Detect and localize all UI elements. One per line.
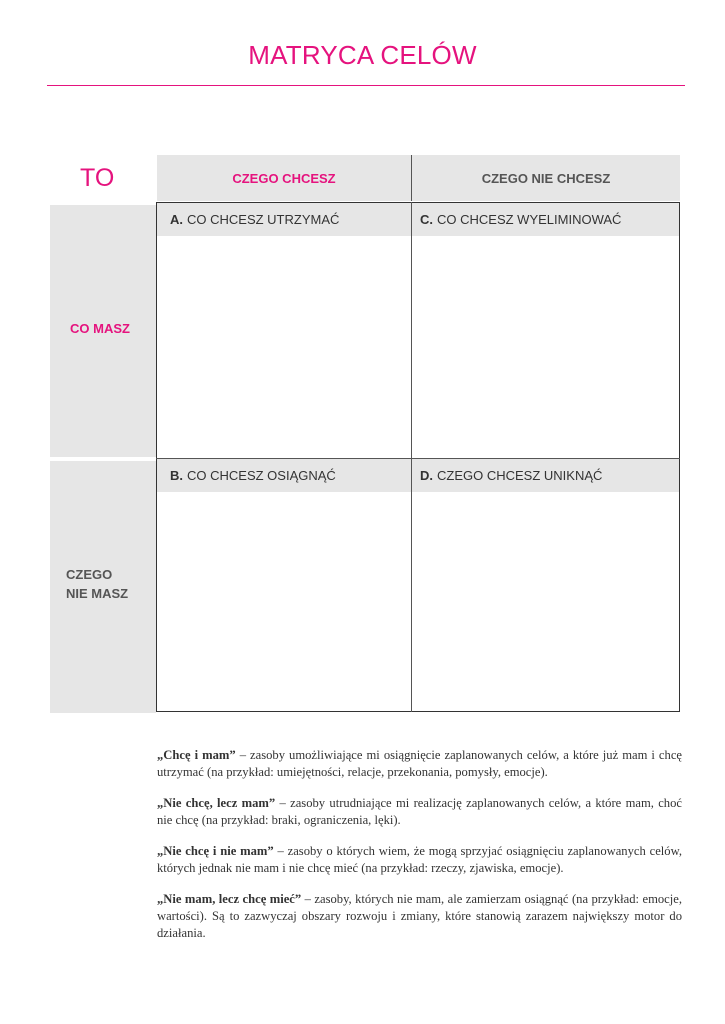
note-text: – zasoby utrudniające mi realizację zaplanowanych celów, a które mam, choć nie chcę (na przykład: braki, ograniczenia, lęki).: [157, 796, 682, 827]
cell-b-text: CO CHCESZ OSIĄGNĄĆ: [187, 468, 336, 483]
note-text: – zasoby, których nie mam, ale zamierzam osiągnąć (na przykład: emocje, wartości). Są to zazwyczaj obszary rozwoju i zmiany, które stanowią zarazem największy motor do działania.: [157, 892, 682, 940]
cell-a-header: [157, 203, 411, 236]
cell-c-text: CO CHCESZ WYELIMINOWAĆ: [437, 212, 622, 227]
note-text: – zasoby o których wiem, że mogą sprzyjać osiągnięciu zaplanowanych celów, których jednak nie mam i nie chcę mieć (na przykład: rzeczy, zjawiska, emocje).: [157, 844, 682, 875]
row-header-dont-have-line1: CZEGO: [66, 567, 113, 582]
explanation-notes: [157, 747, 682, 956]
matrix-vertical-divider: [411, 202, 412, 712]
note-text: – zasoby umożliwiające mi osiągnięcie zaplanowanych celów, a które już mam i chcę utrzymać (na przykład: umiejętności, relacje, przekonania, pomysły, emocje).: [157, 748, 682, 779]
note-term: „Nie mam, lecz chcę mieć”: [157, 892, 302, 906]
cell-d-letter: D.: [420, 468, 433, 483]
note-term: „Nie chcę, lecz mam”: [157, 796, 276, 810]
row-header-have: CO MASZ: [70, 321, 130, 336]
cell-a-letter: A.: [170, 212, 183, 227]
row-header-dont-have: [66, 565, 128, 603]
page-title: MATRYCA CELÓW: [248, 40, 477, 70]
note-paragraph: [157, 747, 682, 781]
note-paragraph: [157, 843, 682, 877]
cell-a-text: CO CHCESZ UTRZYMAĆ: [187, 212, 340, 227]
cell-d-header: [412, 459, 679, 492]
cell-b-header: [157, 459, 411, 492]
note-term: „Chcę i mam”: [157, 748, 236, 762]
cell-c-letter: C.: [420, 212, 433, 227]
column-header-dont-want: CZEGO NIE CHCESZ: [481, 170, 611, 186]
note-term: „Nie chcę i nie mam”: [157, 844, 274, 858]
row-header-dont-have-line2: NIE MASZ: [66, 586, 129, 601]
cell-b-letter: B.: [170, 468, 183, 483]
corner-label: TO: [80, 164, 115, 192]
note-paragraph: [157, 891, 682, 942]
cell-d-text: CZEGO CHCESZ UNIKNĄĆ: [437, 468, 603, 483]
title-divider: [47, 85, 685, 86]
cell-c-header: [412, 203, 679, 236]
note-paragraph: [157, 795, 682, 829]
matrix-grid: [156, 202, 680, 712]
column-header-want: CZEGO CHCESZ: [232, 170, 336, 186]
